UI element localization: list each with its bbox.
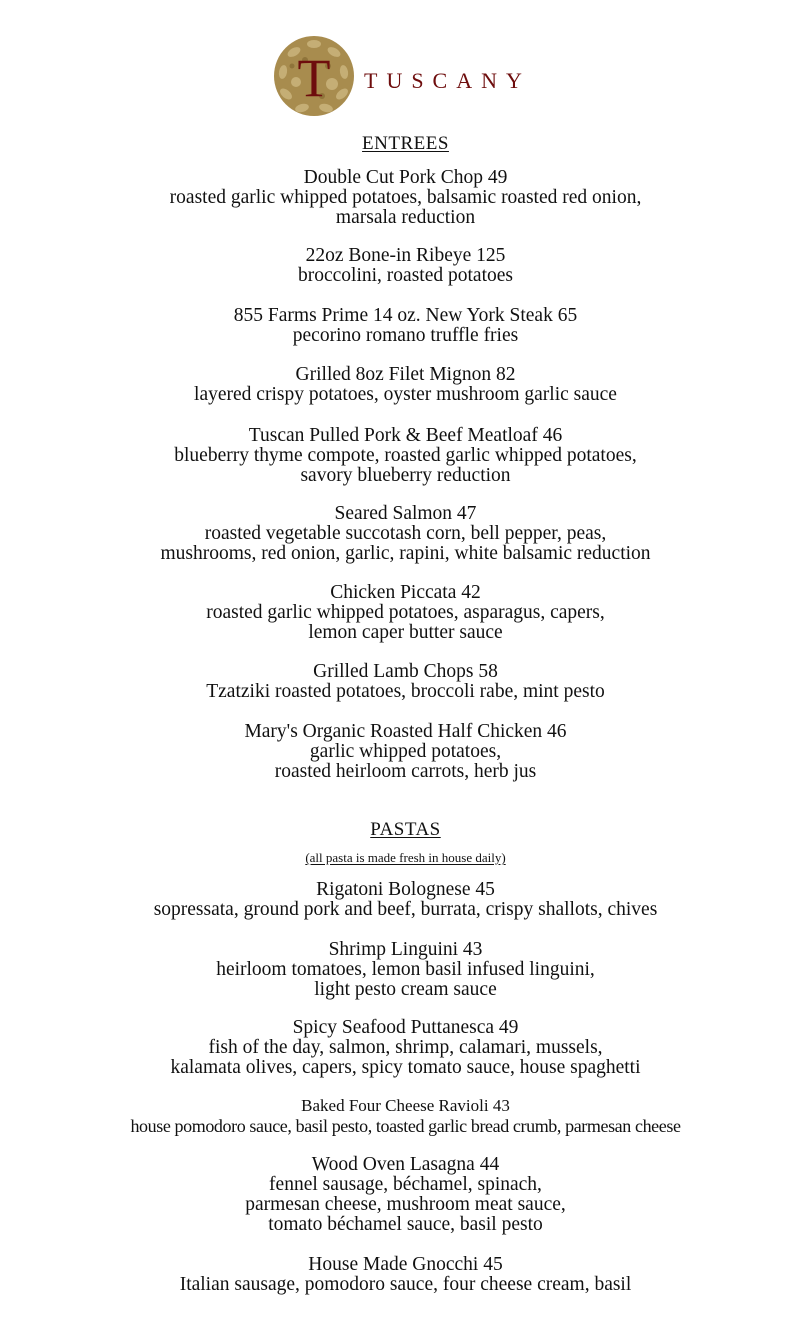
menu-item-description-line: broccolini, roasted potatoes <box>298 265 513 286</box>
menu-item-description <box>0 900 811 920</box>
menu-item-title: Chicken Piccata 42 <box>330 582 481 603</box>
menu-item-description-line: roasted heirloom carrots, herb jus <box>274 761 537 782</box>
menu-item-title: Shrimp Linguini 43 <box>328 939 483 960</box>
menu-item-description-line: roasted garlic whipped potatoes, asparagus, capers, <box>206 602 605 623</box>
menu-item-description <box>0 188 811 228</box>
menu-item <box>0 246 811 286</box>
menu-item-description-line: fennel sausage, béchamel, spinach, <box>269 1174 542 1195</box>
menu-item-description-line: roasted garlic whipped potatoes, balsamic roasted red onion, <box>169 187 642 208</box>
menu-item <box>0 365 811 405</box>
menu-item <box>0 1155 811 1235</box>
menu-item-title: House Made Gnocchi 45 <box>308 1254 503 1275</box>
menu-item <box>0 880 811 920</box>
menu-item-description <box>0 603 811 643</box>
menu-item-description-line: Tzatziki roasted potatoes, broccoli rabe, mint pesto <box>206 681 605 702</box>
menu-item-title: 22oz Bone-in Ribeye 125 <box>305 245 506 266</box>
menu-item-description <box>0 524 811 564</box>
menu-item-description <box>0 326 811 346</box>
menu-item <box>0 662 811 702</box>
menu-item-title: Rigatoni Bolognese 45 <box>316 879 495 900</box>
menu-item <box>0 168 811 228</box>
menu-item-title: Spicy Seafood Puttanesca 49 <box>292 1017 519 1038</box>
menu-item <box>0 583 811 643</box>
menu-item-description <box>0 682 811 702</box>
menu-item <box>0 1018 811 1078</box>
menu-item-description-line: house pomodoro sauce, basil pesto, toasted garlic bread crumb, parmesan cheese <box>130 1116 681 1136</box>
logo <box>0 34 811 118</box>
menu-item <box>0 504 811 564</box>
menu-item-title: Tuscan Pulled Pork & Beef Meatloaf 46 <box>248 425 563 446</box>
menu-item <box>0 1255 811 1295</box>
menu-item-description <box>0 266 811 286</box>
menu-item-description <box>0 1175 811 1235</box>
menu-item-description-line: tomato béchamel sauce, basil pesto <box>268 1214 543 1235</box>
section-title-entrees: ENTREES <box>362 133 449 154</box>
menu-item-title: 855 Farms Prime 14 oz. New York Steak 65 <box>233 305 578 326</box>
tuscany-emblem-icon <box>272 34 356 118</box>
menu-item-description-line: kalamata olives, capers, spicy tomato sauce, house spaghetti <box>170 1057 641 1078</box>
menu-item-title: Seared Salmon 47 <box>334 503 477 524</box>
menu-item-description-line: fish of the day, salmon, shrimp, calamari, mussels, <box>208 1037 603 1058</box>
menu-item-description <box>0 385 811 405</box>
menu-item-title: Double Cut Pork Chop 49 <box>303 167 508 188</box>
menu-item-title: Grilled 8oz Filet Mignon 82 <box>295 364 516 385</box>
menu-item-description <box>0 960 811 1000</box>
menu-item-title: Mary's Organic Roasted Half Chicken 46 <box>244 721 567 742</box>
menu-item-description-line: pecorino romano truffle fries <box>292 325 519 346</box>
menu-item-description-line: heirloom tomatoes, lemon basil infused linguini, <box>216 959 595 980</box>
menu-item-description-line: marsala reduction <box>335 207 476 228</box>
brand-name: TUSCANY <box>364 68 531 93</box>
menu-item-description <box>0 446 811 486</box>
menu-item-description-line: parmesan cheese, mushroom meat sauce, <box>245 1194 566 1215</box>
menu-item-description-line: sopressata, ground pork and beef, burrata, crispy shallots, chives <box>153 899 658 920</box>
menu-item-description-line: savory blueberry reduction <box>300 465 511 486</box>
menu-item-description-line: garlic whipped potatoes, <box>309 741 502 762</box>
menu-item <box>0 1096 811 1136</box>
menu-item-description-line: blueberry thyme compote, roasted garlic whipped potatoes, <box>174 445 637 466</box>
menu-item-description-line: layered crispy potatoes, oyster mushroom garlic sauce <box>194 384 617 405</box>
menu-item-description <box>0 1275 811 1295</box>
menu-item-description-line: light pesto cream sauce <box>314 979 497 1000</box>
menu-item <box>0 722 811 782</box>
menu-item <box>0 426 811 486</box>
menu-item-description-line: Italian sausage, pomodoro sauce, four cheese cream, basil <box>179 1274 632 1295</box>
menu-item-title: Baked Four Cheese Ravioli 43 <box>301 1096 510 1115</box>
menu-item-description-line: lemon caper butter sauce <box>308 622 503 643</box>
menu-item-description <box>0 1038 811 1078</box>
menu-item-title: Wood Oven Lasagna 44 <box>311 1154 500 1175</box>
section-title-pastas: PASTAS <box>370 819 441 840</box>
menu-item-description-line: roasted vegetable succotash corn, bell pepper, peas, <box>204 523 607 544</box>
menu-item-description <box>0 742 811 782</box>
menu-item-description-line: mushrooms, red onion, garlic, rapini, white balsamic reduction <box>160 543 651 564</box>
menu-item-description <box>0 1116 811 1136</box>
pastas-note: (all pasta is made fresh in house daily) <box>305 850 506 865</box>
svg-text:T: T <box>297 48 331 108</box>
menu-item <box>0 306 811 346</box>
menu-item <box>0 940 811 1000</box>
menu-item-title: Grilled Lamb Chops 58 <box>313 661 498 682</box>
